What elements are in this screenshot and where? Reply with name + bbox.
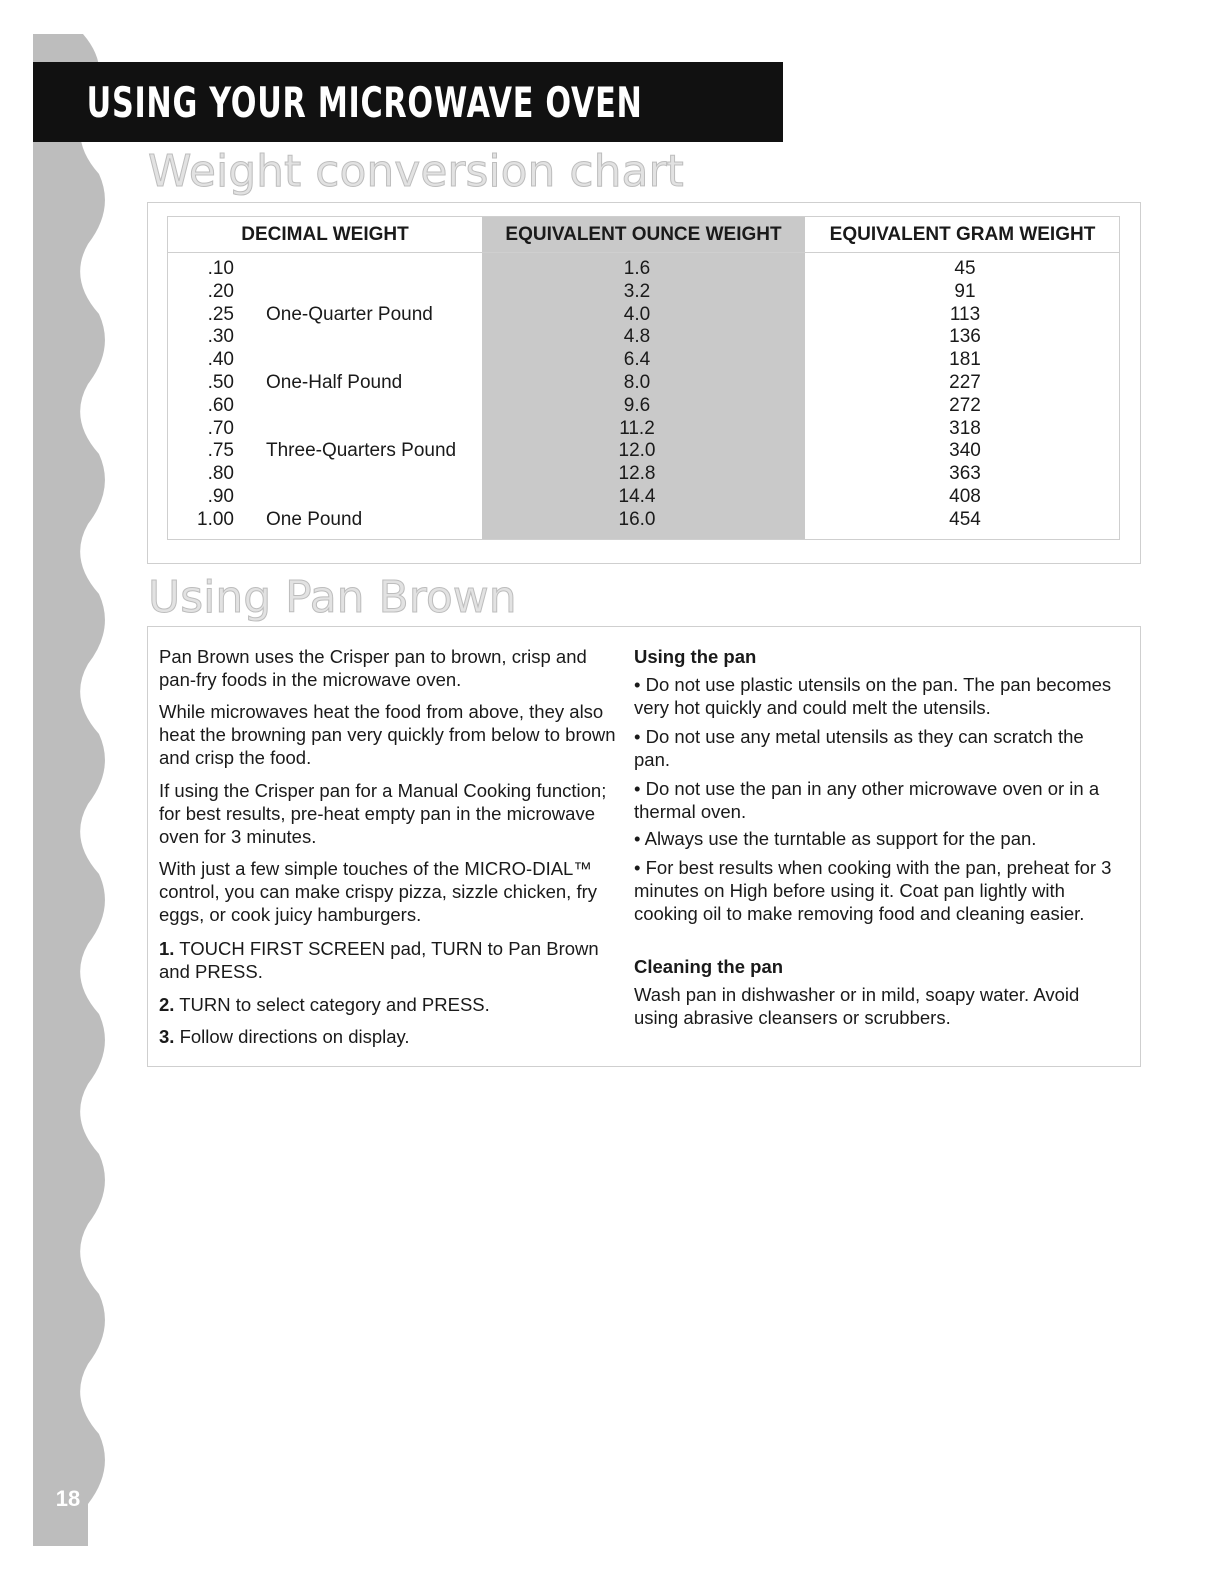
banner-title: USING YOUR MICROWAVE OVEN [86, 77, 643, 127]
using-the-pan-heading: Using the pan [634, 646, 757, 667]
weight-section-heading: Weight conversion chart [148, 146, 684, 197]
gram-cell: 181 [949, 349, 981, 371]
gram-cell: 91 [954, 280, 976, 302]
table-row [0, 509, 1225, 532]
gram-cell: 408 [949, 486, 981, 507]
pound-label-cell: One Pound [266, 508, 363, 530]
decimal-cell: .40 [207, 349, 234, 371]
decimal-cell: .50 [207, 372, 234, 393]
ounce-cell: 4.8 [623, 326, 651, 348]
decimal-cell: .60 [207, 394, 234, 416]
bullet-item: • Do not use plastic utensils on the pan. The pan becomes very hot quickly and could melt the utensils. [634, 674, 1112, 718]
decimal-cell: .75 [207, 440, 234, 462]
bullet-text: Do not use any metal utensils as they can scratch the pan. [634, 726, 1084, 770]
header-rule [167, 252, 1120, 253]
ounce-cell: 16.0 [618, 508, 656, 530]
gram-cell: 227 [949, 372, 981, 393]
step-item [159, 1025, 599, 1048]
column-header-gram: EQUIVALENT GRAM WEIGHT [829, 224, 1096, 245]
pan-paragraph-2: While microwaves heat the food from above, they also heat the browning pan very quickly from below to brown and crisp the food. [159, 701, 616, 768]
ounce-cell: 4.0 [623, 303, 651, 325]
ounce-cell: 3.2 [623, 280, 651, 302]
table-row [0, 395, 1225, 418]
table-row [0, 440, 1225, 463]
column-header-ounce: EQUIVALENT OUNCE WEIGHT [505, 224, 782, 245]
gram-cell: 136 [949, 326, 981, 348]
ounce-cell: 8.0 [623, 372, 651, 393]
ounce-cell: 14.4 [618, 486, 656, 507]
decimal-cell: .20 [207, 280, 234, 302]
decimal-cell: .10 [207, 258, 234, 279]
gram-cell: 272 [949, 394, 981, 416]
decimal-cell: .70 [207, 417, 234, 439]
pound-label-cell: One-Half Pound [266, 372, 403, 393]
step-text: TURN to select category and PRESS. [179, 994, 490, 1015]
table-row [0, 258, 1225, 281]
bullet-text: Do not use the pan in any other microwave oven or in a thermal oven. [634, 778, 1100, 822]
table-row [0, 281, 1225, 304]
table-row [0, 463, 1225, 486]
step-number: 3. [159, 1026, 175, 1047]
decimal-cell: .80 [207, 463, 234, 485]
gram-cell: 113 [949, 303, 981, 325]
bullet-item: • For best results when cooking with the pan, preheat for 3 minutes on High before using it. Coat pan lightly with cooking oil to make removing food and cleaning easier. [634, 857, 1112, 924]
pan-intro-paragraph: Pan Brown uses the Crisper pan to brown, crisp and pan-fry foods in the microwave oven. [159, 646, 587, 690]
bullet-item: • Do not use the pan in any other microwave oven or in a thermal oven. [634, 778, 1100, 822]
table-row [0, 326, 1225, 349]
ounce-cell: 1.6 [623, 258, 651, 279]
gram-cell: 454 [949, 508, 981, 530]
gram-cell: 340 [949, 440, 981, 462]
bullet-text: Do not use plastic utensils on the pan. The pan becomes very hot quickly and could melt the utensils. [634, 674, 1112, 718]
step-number: 2. [159, 994, 175, 1015]
table-row [0, 304, 1225, 327]
column-header-decimal: DECIMAL WEIGHT [241, 224, 409, 245]
decimal-cell: .25 [207, 303, 234, 325]
bullet-text: Always use the turntable as support for the pan. [644, 828, 1037, 849]
page-number: 18 [55, 1486, 81, 1511]
step-text: Follow directions on display. [179, 1026, 410, 1047]
decimal-cell: .90 [207, 486, 234, 507]
ounce-cell: 9.6 [623, 394, 651, 416]
bullet-text: For best results when cooking with the pan, preheat for 3 minutes on High before using it. Coat pan lightly with cooking oil to make removing food and cleaning easier. [634, 857, 1112, 924]
cleaning-the-pan-heading: Cleaning the pan [634, 956, 784, 977]
step-item [159, 993, 599, 1016]
ounce-cell: 11.2 [619, 417, 655, 439]
table-row [0, 372, 1225, 395]
pound-label-cell: One-Quarter Pound [266, 303, 433, 325]
bullet-item: • Always use the turntable as support for the pan. [634, 828, 1037, 849]
header-banner [33, 62, 783, 142]
bullet-item: • Do not use any metal utensils as they can scratch the pan. [634, 726, 1084, 770]
table-row [0, 486, 1225, 509]
pan-section-heading: Using Pan Brown [148, 572, 517, 623]
gram-cell: 45 [954, 258, 976, 279]
gram-cell: 363 [949, 463, 981, 485]
step-item [159, 937, 599, 983]
pan-paragraph-4: With just a few simple touches of the MICRO-DIAL™ control, you can make crispy pizza, sizzle chicken, fry eggs, or cook juicy hamburgers. [159, 858, 597, 925]
ounce-cell: 6.4 [623, 349, 651, 371]
step-text: TOUCH FIRST SCREEN pad, TURN to Pan Brown and PRESS. [159, 938, 599, 982]
decimal-cell: 1.00 [197, 508, 234, 530]
pan-paragraph-3: If using the Crisper pan for a Manual Cooking function; for best results, pre-heat empty pan in the microwave oven for 3 minutes. [159, 780, 607, 847]
decimal-cell: .30 [207, 326, 234, 348]
table-row [0, 418, 1225, 441]
step-number: 1. [159, 938, 175, 959]
ounce-cell: 12.8 [618, 463, 656, 485]
gram-cell: 318 [949, 417, 981, 439]
cleaning-paragraph: Wash pan in dishwasher or in mild, soapy water. Avoid using abrasive cleansers or scrubbers. [634, 984, 1080, 1028]
ounce-cell: 12.0 [618, 440, 656, 462]
pound-label-cell: Three-Quarters Pound [266, 440, 457, 462]
table-row [0, 349, 1225, 372]
